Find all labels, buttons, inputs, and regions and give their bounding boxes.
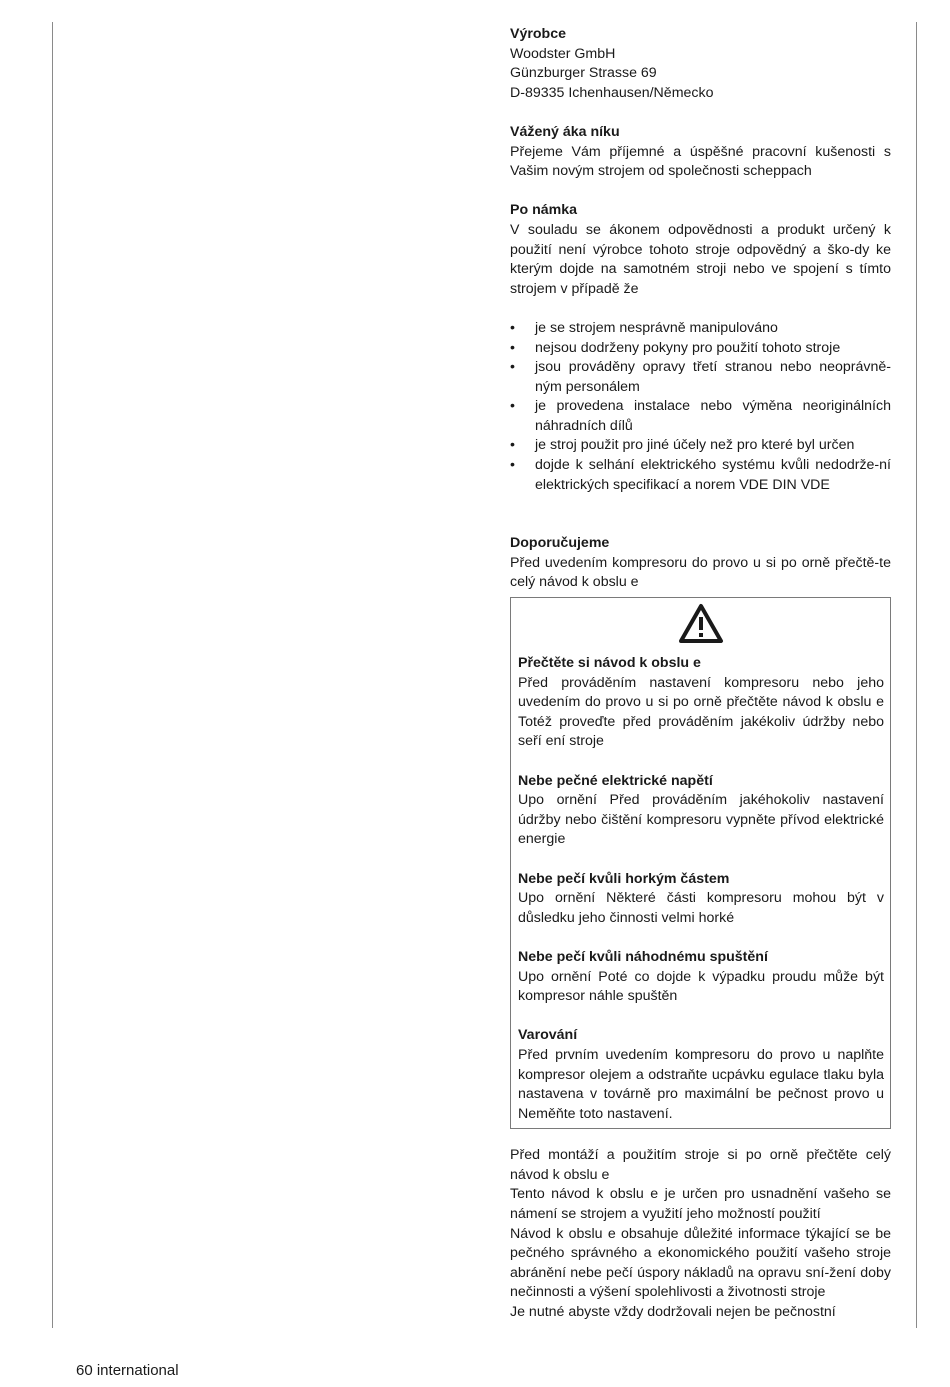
list-item: • je provedena instalace nebo výměna neoriginálních náhradních dílů [510, 397, 891, 436]
list-item: • jsou prováděny opravy třetí stranou nebo neoprávně-ným personálem [510, 358, 891, 397]
warning-section-heading: Nebe pečné elektrické napětí [518, 772, 713, 789]
greeting-block [510, 123, 891, 182]
warning-section-heading: Nebe pečí kvůli horkým částem [518, 870, 730, 887]
left-margin-rule [52, 22, 53, 1328]
manufacturer-heading: Výrobce [510, 26, 566, 42]
manufacturer-block [510, 25, 891, 103]
warning-triangle-icon [678, 603, 724, 645]
warning-icon-wrap [518, 602, 884, 654]
list-item: • je stroj použit pro jiné účely než pro které byl určen [510, 436, 891, 456]
manufacturer-line: Woodster GmbH [510, 45, 616, 62]
page-footer: 60 international [76, 1362, 179, 1379]
recommend-block [510, 534, 891, 593]
paragraph: Před montáží a použitím stroje si po orně přečtěte celý návod k obslu e [510, 1147, 891, 1183]
paragraph: Tento návod k obslu e je určen pro usnadnění vašeho se námení se strojem a využití jeho možností použití [510, 1186, 891, 1223]
paragraph: Je nutné abyste vždy dodržovali nejen be pečnostní [510, 1304, 836, 1321]
greeting-heading: Vážený áka níku [510, 123, 620, 140]
text-column [510, 25, 891, 1323]
warning-section-heading: Nebe pečí kvůli náhodnému spuštění [518, 948, 768, 965]
note-heading: Po námka [510, 202, 578, 219]
list-item: • nejsou dodrženy pokyny pro použití tohoto stroje [510, 339, 891, 359]
recommend-heading: Doporučujeme [510, 535, 610, 552]
warning-section-heading: Varování [518, 1027, 578, 1044]
warning-box [510, 597, 891, 1129]
note-bullet-list [510, 319, 891, 495]
manufacturer-line: Günzburger Strasse 69 [510, 65, 657, 82]
warning-section-text: Upo ornění Před prováděním jakéhokoliv nastavení údržby nebo čištění kompresoru vypněte přívod elektrické energie [518, 792, 884, 848]
warning-section-text: Upo ornění Některé části kompresoru mohou být v důsledku jeho činnosti velmi horké [518, 890, 884, 926]
note-text: V souladu se ákonem odpovědnosti a produkt určený k použití není výrobce tohoto stroje odpovědný a ško-dy ke kterým dojde na samotném stroji nebo ve spojení s tímto strojem v případě že [510, 221, 891, 297]
note-block [510, 201, 891, 495]
warning-section-text: Před prvním uvedením kompresoru do provo u naplňte kompresor olejem a odstraňte ucpávku egulace tlaku byla nastavena v továrně pro maximální be pečnost provo u Neměňte toto nastavení. [518, 1046, 884, 1122]
warning-section-heading: Přečtěte si návod k obslu e [518, 655, 701, 672]
list-item: • dojde k selhání elektrického systému kvůli nedodrže-ní elektrických specifikací a norem VDE DIN VDE [510, 456, 891, 495]
warning-section-text: Před prováděním nastavení kompresoru nebo jeho uvedením do provo u si po orně přečtěte návod k obslu e Totéž proveďte před prováděním jakékoliv údržby nebo seří ení stroje [518, 674, 884, 750]
greeting-text: Přejeme Vám příjemné a úspěšné pracovní kušenosti s Vašim novým strojem od společnosti scheppach [510, 143, 891, 180]
after-box-block [510, 1146, 891, 1322]
paragraph: Návod k obslu e obsahuje důležité informace týkající se be pečného správného a ekonomického použití vašeho stroje abránění nebe pečí úspory nákladů na opravu sní-žení doby nečinnosti a výšení spolehlivosti a životnosti stroje [510, 1225, 891, 1301]
right-margin-rule [916, 22, 917, 1328]
list-item: • je se strojem nesprávně manipulováno [510, 319, 891, 339]
recommend-text: Před uvedením kompresoru do provo u si po orně přečtě-te celý návod k obslu e [510, 554, 891, 591]
manufacturer-line: D-89335 Ichenhausen/Německo [510, 84, 714, 101]
warning-section-text: Upo ornění Poté co dojde k výpadku proudu může být kompresor náhle spuštěn [518, 968, 884, 1005]
